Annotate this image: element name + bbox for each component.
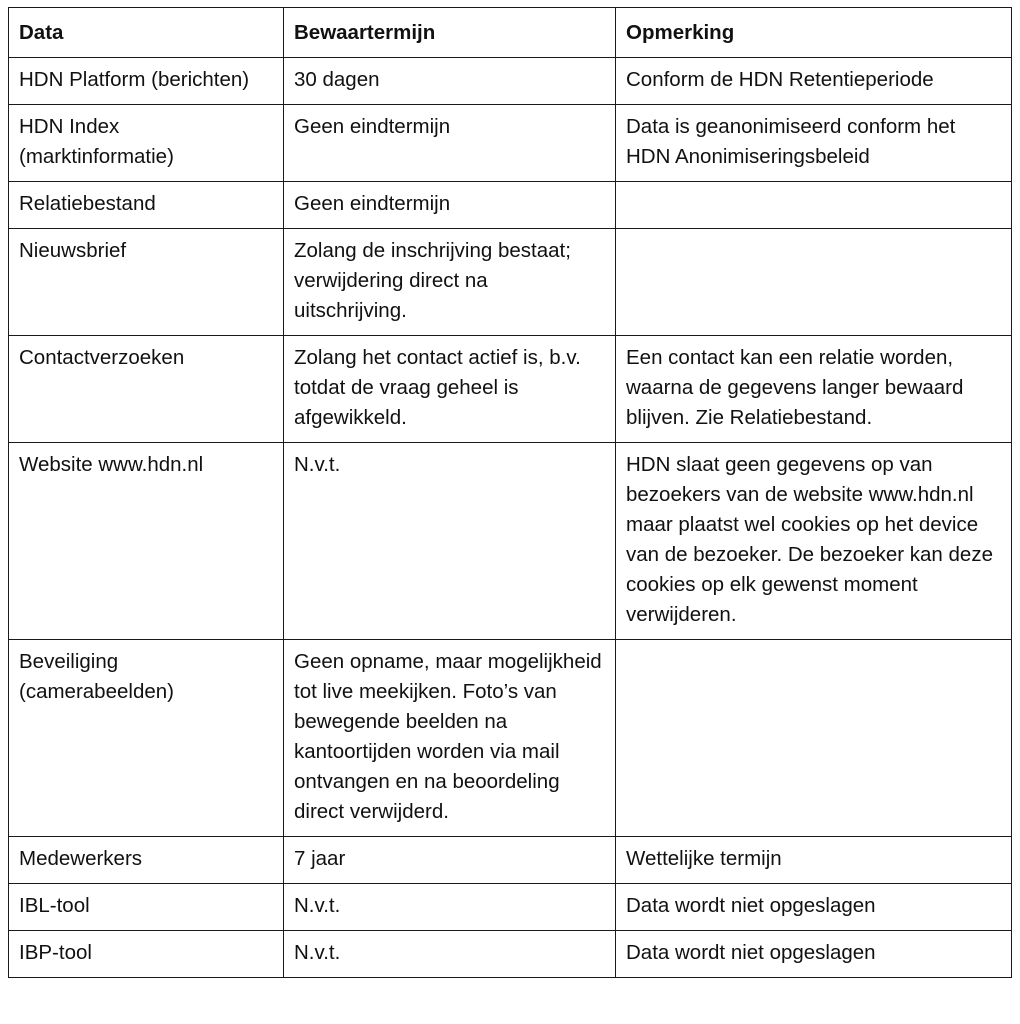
cell-data: Contactverzoeken	[9, 336, 284, 443]
cell-opmerking: Wettelijke termijn	[616, 837, 1012, 884]
cell-opmerking	[616, 182, 1012, 229]
cell-data: Nieuwsbrief	[9, 229, 284, 336]
cell-bewaartermijn: 7 jaar	[284, 837, 616, 884]
cell-opmerking	[616, 229, 1012, 336]
table-row	[9, 182, 1012, 229]
header-opmerking: Opmerking	[616, 8, 1012, 58]
header-bewaartermijn: Bewaartermijn	[284, 8, 616, 58]
cell-bewaartermijn: N.v.t.	[284, 443, 616, 640]
table-row	[9, 884, 1012, 931]
cell-bewaartermijn: Zolang het contact actief is, b.v. totdat de vraag geheel is afgewikkeld.	[284, 336, 616, 443]
cell-opmerking: Data is geanonimiseerd conform het HDN Anonimiseringsbeleid	[616, 105, 1012, 182]
cell-data: Medewerkers	[9, 837, 284, 884]
cell-bewaartermijn: N.v.t.	[284, 884, 616, 931]
cell-bewaartermijn: Zolang de inschrijving bestaat; verwijdering direct na uitschrijving.	[284, 229, 616, 336]
table-row	[9, 640, 1012, 837]
cell-bewaartermijn: Geen opname, maar mogelijkheid tot live meekijken. Foto’s van bewegende beelden na kantoortijden worden via mail ontvangen en na beoordeling direct verwijderd.	[284, 640, 616, 837]
cell-data: Relatiebestand	[9, 182, 284, 229]
table-row	[9, 443, 1012, 640]
table-row	[9, 229, 1012, 336]
retention-table	[8, 7, 1012, 978]
table-row	[9, 931, 1012, 978]
table-header-row	[9, 8, 1012, 58]
cell-data: IBP-tool	[9, 931, 284, 978]
table-row	[9, 837, 1012, 884]
cell-data: HDN Index (marktinformatie)	[9, 105, 284, 182]
cell-data: HDN Platform (berichten)	[9, 58, 284, 105]
table-row	[9, 105, 1012, 182]
cell-data: Website www.hdn.nl	[9, 443, 284, 640]
cell-bewaartermijn: Geen eindtermijn	[284, 105, 616, 182]
document-page	[8, 7, 1011, 978]
cell-opmerking: Een contact kan een relatie worden, waarna de gegevens langer bewaard blijven. Zie Relatiebestand.	[616, 336, 1012, 443]
cell-opmerking: Conform de HDN Retentieperiode	[616, 58, 1012, 105]
cell-data: IBL-tool	[9, 884, 284, 931]
cell-bewaartermijn: 30 dagen	[284, 58, 616, 105]
cell-bewaartermijn: N.v.t.	[284, 931, 616, 978]
cell-opmerking: Data wordt niet opgeslagen	[616, 884, 1012, 931]
table-row	[9, 336, 1012, 443]
cell-opmerking	[616, 640, 1012, 837]
cell-opmerking: HDN slaat geen gegevens op van bezoekers van de website www.hdn.nl maar plaatst wel cookies op het device van de bezoeker. De bezoeker kan deze cookies op elk gewenst moment verwijderen.	[616, 443, 1012, 640]
cell-bewaartermijn: Geen eindtermijn	[284, 182, 616, 229]
table-row	[9, 58, 1012, 105]
cell-opmerking: Data wordt niet opgeslagen	[616, 931, 1012, 978]
header-data: Data	[9, 8, 284, 58]
cell-data: Beveiliging (camerabeelden)	[9, 640, 284, 837]
